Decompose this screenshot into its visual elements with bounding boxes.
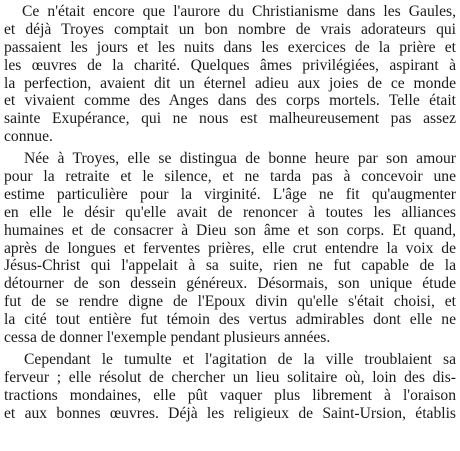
text-line: tractions mondaines, elle pût vaquer plus librement à l'oraison	[4, 386, 456, 404]
text-line: Ce n'était encore que l'aurore du Christianisme dans les Gaules,	[22, 3, 456, 20]
text-line: estime particulière pour la virginité. L'âge ne fit qu'augmenter	[4, 185, 456, 203]
paragraph-2	[4, 150, 456, 347]
text-line: ferveur ; elle résolut de chercher un lieu solitaire où, loin des dis-	[4, 368, 456, 386]
text-line: fut de se rendre digne de l'Epoux divin qu'elle s'était choisi, et	[4, 293, 456, 311]
text-line: Cependant le tumulte et l'agitation de la ville troublaient sa	[24, 350, 456, 368]
text-line: Jésus-Christ qui l'appelait à sa suite, rien ne fut capable de la	[4, 257, 456, 275]
paragraph-3	[4, 351, 456, 423]
text-line: passaient les jours et les nuits dans les exercices de la prière et	[4, 38, 456, 56]
text-line: détourner de son dessein généreux. Désormais, son unique étude	[4, 275, 456, 293]
paragraph-1	[4, 3, 456, 146]
text-line: sainte Exupérance, qui ne nous est malheureusement pas assez	[4, 110, 456, 128]
text-line: après de longues et ferventes prières, elle crut entendre la voix de	[4, 239, 456, 257]
text-line: pour la retraite et le silence, et ne tarda pas à concevoir une	[4, 168, 456, 186]
text-line: la perfection, avaient dit un éternel adieu aux joies de ce monde	[4, 74, 456, 92]
text-line: en elle le désir qu'elle avait de renoncer à toutes les alliances	[4, 203, 456, 221]
text-line: humaines et de consacrer à Dieu son âme et son corps. Et quand,	[4, 221, 456, 239]
text-line: et aux bonnes œuvres. Déjà les religieux de Saint-Ursion, établis	[4, 404, 456, 422]
text-line: cessa de donner l'exemple pendant plusieurs années.	[4, 329, 331, 347]
document-page	[4, 3, 456, 422]
text-line: connue.	[4, 128, 53, 146]
text-line: et vivaient comme des Anges dans des corps mortels. Telle était	[4, 92, 456, 110]
text-line: Née à Troyes, elle se distingua de bonne heure par son amour	[24, 150, 456, 168]
text-line: la cité tout entière fut témoin des vertus admirables dont elle ne	[4, 311, 456, 329]
text-line: les œuvres de la charité. Quelques âmes privilégiées, aspirant à	[4, 56, 456, 74]
text-line: et déjà Troyes comptait un bon nombre de vrais adorateurs qui	[4, 20, 456, 38]
